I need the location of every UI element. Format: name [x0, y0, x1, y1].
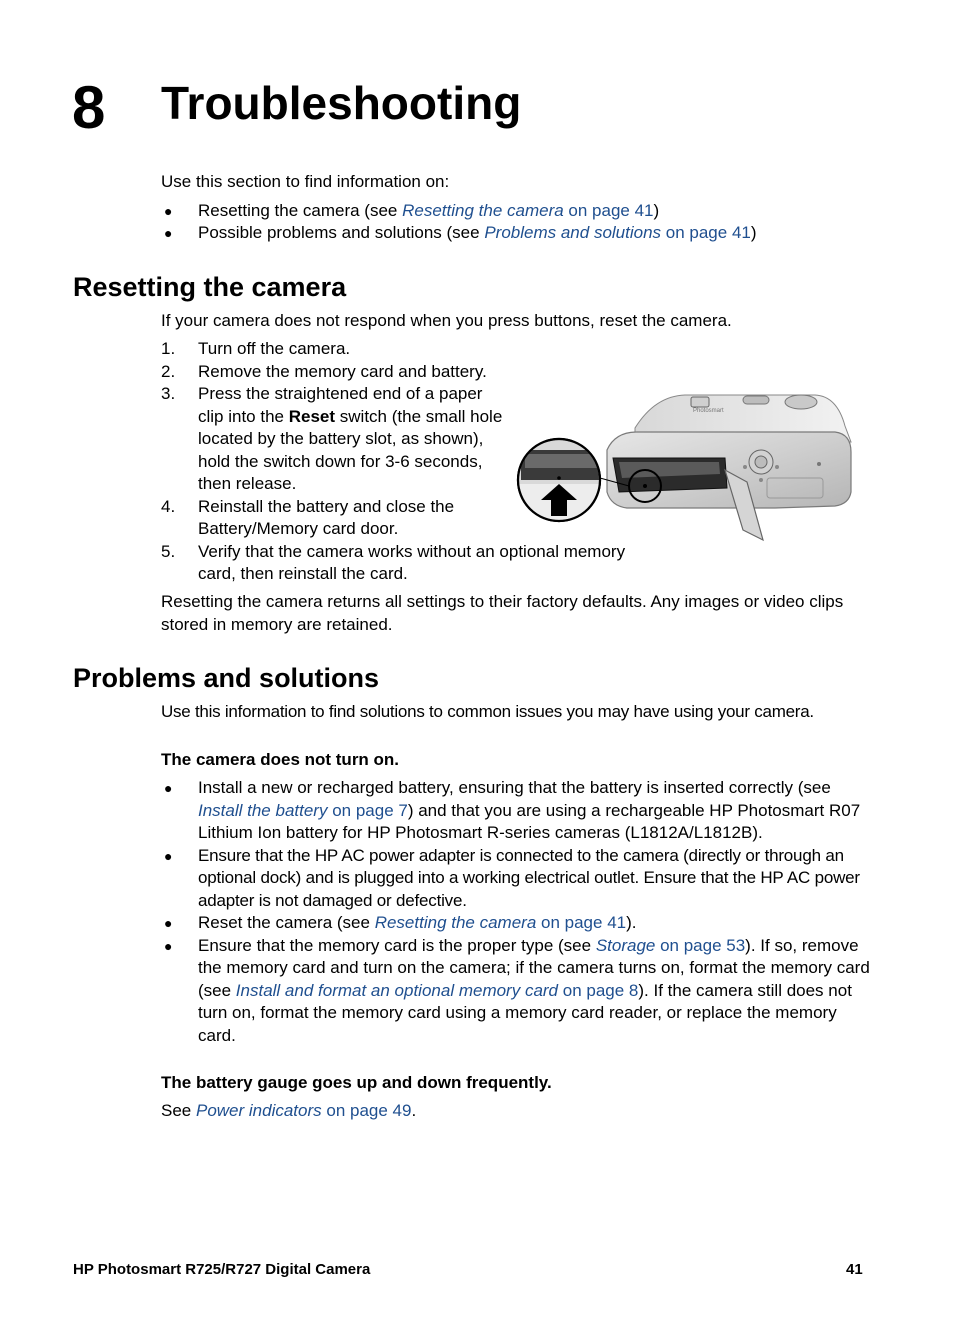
- bullet-icon: ●: [164, 937, 173, 954]
- issue2-text: See Power indicators on page 49.: [161, 1101, 417, 1120]
- intro-section: [161, 171, 881, 245]
- bullet-icon: ●: [164, 847, 173, 864]
- list-item: 4. Reinstall the battery and close the Battery/Memory card door.: [161, 496, 455, 538]
- link-install-battery[interactable]: Install the battery on page 7: [198, 800, 408, 820]
- issue-heading-no-power: The camera does not turn on.: [161, 750, 400, 769]
- camera-reset-illustration: [515, 392, 855, 544]
- link-install-memory-card[interactable]: Install and format an optional memory card on page 8: [235, 980, 639, 1000]
- list-item: 3. Press the straightened end of a paper clip into the Reset switch (the small hole located by the battery slot, as shown), hold the switch down for 3-6 seconds, then release.: [161, 384, 503, 493]
- intro-text: Use this section to find information on:: [161, 172, 450, 191]
- section-heading-resetting: Resetting the camera: [73, 272, 347, 302]
- reset-intro: If your camera does not respond when you press buttons, reset the camera.: [161, 311, 732, 330]
- issue1-solutions: [161, 777, 871, 1047]
- bullet-icon: ●: [164, 202, 173, 219]
- list-item: ● Reset the camera (see Resetting the camera on page 41).: [161, 912, 871, 935]
- bullet-icon: ●: [164, 780, 173, 796]
- list-item: ● Ensure that the HP AC power adapter is connected to the camera (directly or through an optional dock) and is plugged into a working electrical outlet. Ensure that the HP AC power adapter is not damaged or defective.: [164, 845, 860, 910]
- link-problems-solutions[interactable]: Problems and solutions on page 41: [484, 223, 751, 242]
- list-item: ● Ensure that the memory card is the proper type (see Storage on page 53). If so, remove the memory card and turn on the camera; if the camera turns on, format the memory card (see Install and format an optional memory card on page 8). If the camera still does not turn on, format the memory card using a memory card reader, or replace the memory card.: [164, 935, 870, 1045]
- chapter-title: Troubleshooting: [161, 77, 522, 129]
- issue-heading-battery-gauge: The battery gauge goes up and down frequently.: [161, 1073, 552, 1092]
- list-item: ● Resetting the camera (see Resetting the camera on page 41): [161, 200, 881, 223]
- list-item: ● Install a new or recharged battery, ensuring that the battery is inserted correctly (see Install the battery on page 7) and that you are using a rechargeable HP Photosmart R07 Lithium Ion battery for HP Photosmart R-series cameras (L1812A/L1812B).: [164, 778, 861, 842]
- list-item: 5. Verify that the camera works without an optional memory card, then reinstall the card.: [161, 541, 626, 583]
- bullet-icon: ●: [164, 915, 173, 931]
- intro-list: [161, 200, 881, 245]
- link-power-indicators[interactable]: Power indicators on page 49: [195, 1101, 412, 1120]
- list-item: 2. Remove the memory card and battery.: [161, 361, 487, 381]
- camera-brand-text: Photosmart: [693, 408, 724, 414]
- link-storage[interactable]: Storage on page 53: [595, 935, 746, 955]
- link-resetting-camera[interactable]: Resetting the camera on page 41: [402, 200, 654, 220]
- list-item: ● Possible problems and solutions (see Problems and solutions on page 41): [161, 222, 881, 245]
- page-number: 41: [846, 1261, 863, 1278]
- footer-title: HP Photosmart R725/R727 Digital Camera: [73, 1261, 371, 1278]
- link-resetting-camera[interactable]: Resetting the camera on page 41: [374, 913, 627, 932]
- section-heading-problems: Problems and solutions: [73, 663, 380, 693]
- reset-closing: Resetting the camera returns all settings to their factory defaults. Any images or video clips stored in memory are retained.: [161, 592, 844, 634]
- bullet-icon: ●: [164, 225, 173, 241]
- chapter-number: 8: [72, 74, 106, 141]
- list-item: 1. Turn off the camera.: [161, 339, 351, 358]
- problems-intro: Use this information to find solutions to common issues you may have using your camera.: [161, 702, 814, 721]
- reset-switch-label: Reset: [288, 406, 336, 426]
